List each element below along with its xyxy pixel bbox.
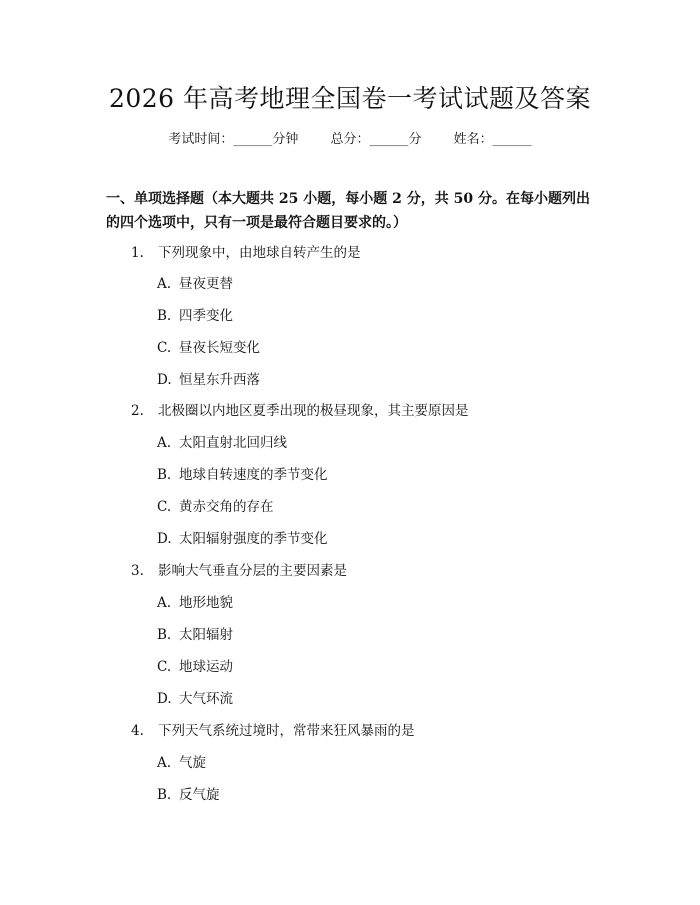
option-letter: A. (157, 276, 172, 292)
option-letter: B. (157, 787, 172, 803)
option (157, 497, 274, 517)
option-text: 反气旋 (179, 787, 220, 803)
option-text: 黄赤交角的存在 (179, 499, 274, 515)
option (157, 753, 206, 773)
option-letter: A. (157, 755, 172, 771)
option (157, 306, 233, 326)
option-letter: A. (157, 435, 172, 451)
option-letter: B. (157, 308, 172, 324)
total-score-unit: 分 (408, 132, 422, 147)
question-text: 影响大气垂直分层的主要因素是 (158, 563, 347, 579)
option-text: 恒星东升西落 (179, 372, 260, 388)
question (131, 243, 361, 263)
option-letter: B. (157, 627, 172, 643)
option-text: 昼夜长短变化 (179, 340, 260, 356)
question-number: 2. (131, 403, 144, 419)
option-letter: C. (157, 659, 172, 675)
exam-time-unit: 分钟 (272, 132, 299, 147)
exam-time-label: 考试时间： (168, 132, 234, 147)
option-letter: D. (157, 531, 172, 547)
option-letter: C. (157, 340, 172, 356)
question-number: 4. (131, 723, 144, 739)
option (157, 689, 233, 709)
question-text: 下列现象中，由地球自转产生的是 (158, 245, 361, 261)
exam-time-field (168, 130, 298, 150)
question (131, 561, 347, 581)
option-letter: B. (157, 467, 172, 483)
exam-info-line (0, 130, 700, 150)
option (157, 657, 233, 677)
option-text: 地球运动 (179, 659, 233, 675)
option-text: 昼夜更替 (179, 276, 233, 292)
page-title: 2026 年高考地理全国卷一考试试题及答案 (108, 84, 592, 113)
question (131, 721, 415, 741)
question-text: 下列天气系统过境时，常带来狂风暴雨的是 (158, 723, 415, 739)
total-score-blank: ______ (369, 132, 409, 147)
option (157, 465, 328, 485)
student-name-label: 姓名： (453, 132, 493, 147)
student-name-field (454, 130, 532, 150)
option (157, 785, 220, 805)
option (157, 593, 233, 613)
option-letter: D. (157, 691, 172, 707)
option (157, 338, 260, 358)
option-text: 大气环流 (179, 691, 233, 707)
option-letter: C. (157, 499, 172, 515)
option (157, 625, 233, 645)
question-number: 1. (131, 245, 144, 261)
option-text: 气旋 (179, 755, 206, 771)
question (131, 401, 469, 421)
option-text: 太阳直射北回归线 (179, 435, 287, 451)
option-letter: D. (157, 372, 172, 388)
total-score-label: 总分： (330, 132, 370, 147)
section-heading: 一、单项选择题（本大题共 25 小题，每小题 2 分，共 50 分。在每小题列出的四个选项中，只有一项是最符合题目要求的。） (106, 191, 590, 231)
question-text: 北极圈以内地区夏季出现的极昼现象，其主要原因是 (158, 403, 469, 419)
option-text: 太阳辐射强度的季节变化 (179, 531, 328, 547)
option-text: 四季变化 (179, 308, 233, 324)
option (157, 433, 287, 453)
option-text: 地球自转速度的季节变化 (179, 467, 328, 483)
exam-time-blank: ______ (233, 132, 273, 147)
option (157, 529, 328, 549)
question-number: 3. (131, 563, 144, 579)
total-score-field (330, 130, 421, 150)
option (157, 370, 260, 390)
option (157, 274, 233, 294)
option-text: 太阳辐射 (179, 627, 233, 643)
option-letter: A. (157, 595, 172, 611)
student-name-blank: ______ (492, 132, 532, 147)
option-text: 地形地貌 (179, 595, 233, 611)
